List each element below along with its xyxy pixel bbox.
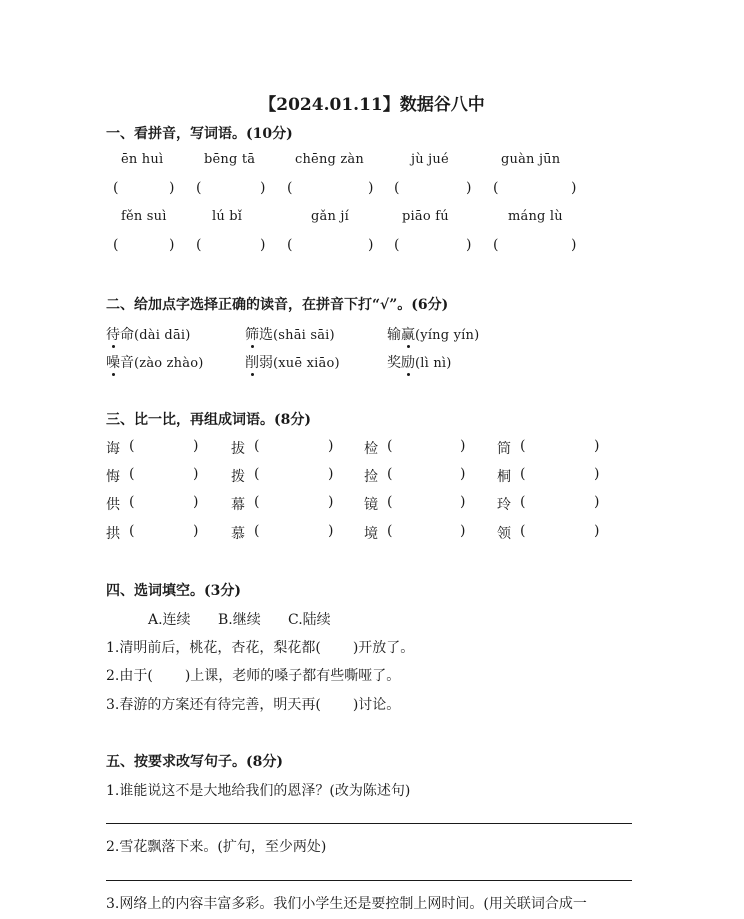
compare-char: 慕 (231, 526, 245, 542)
question-text: 1.清明前后，桃花，杏花，梨花都( (106, 640, 321, 656)
blank-open[interactable]: ( (520, 523, 526, 539)
fill-question-3 (106, 694, 400, 714)
blank-open[interactable]: ( (196, 180, 202, 196)
blank-open[interactable]: ( (129, 466, 135, 482)
compare-char: 境 (364, 526, 378, 542)
dotted-char: 待 (106, 324, 120, 344)
question-text: 3.春游的方案还有待完善，明天再( (106, 697, 321, 713)
compare-char: 领 (497, 526, 511, 542)
blank-close: ) (594, 494, 600, 510)
dotted-char: 励 (401, 352, 415, 372)
question-text: )讨论。 (352, 697, 401, 713)
blank-open[interactable]: ( (254, 438, 260, 454)
answer-line[interactable] (106, 823, 632, 824)
blank-close: ) (460, 494, 466, 510)
blank-close: ) (328, 438, 334, 454)
word-pre: 奖 (387, 355, 401, 371)
blank-close: ) (460, 438, 466, 454)
blank-close: ) (368, 237, 374, 253)
reading-options[interactable]: (shāi sāi) (273, 328, 335, 343)
blank-open[interactable]: ( (387, 523, 393, 539)
blank-close: ) (594, 466, 600, 482)
blank-open[interactable]: ( (520, 466, 526, 482)
reading-options[interactable]: (lì nì) (415, 356, 452, 371)
reading-item-4 (106, 352, 204, 372)
pinyin-5: guàn jūn (501, 152, 561, 167)
blank-close: ) (594, 438, 600, 454)
reading-item-6 (387, 352, 452, 372)
reading-item-3 (387, 324, 479, 344)
reading-item-5 (245, 352, 340, 372)
blank-close: ) (594, 523, 600, 539)
section3-heading: 三、比一比，再组成词语。(8分) (106, 412, 311, 428)
blank-open[interactable]: ( (520, 494, 526, 510)
pinyin-6: fěn suì (121, 209, 167, 224)
word-rest: 选 (259, 327, 273, 343)
blank-open[interactable]: ( (129, 494, 135, 510)
blank-close: ) (169, 237, 175, 253)
blank-open[interactable]: ( (113, 237, 119, 253)
blank-open[interactable]: ( (387, 438, 393, 454)
fill-question-2 (106, 665, 400, 685)
word-pre: 输 (387, 327, 401, 343)
blank-close: ) (193, 523, 199, 539)
blank-close: ) (193, 438, 199, 454)
blank-open[interactable]: ( (129, 523, 135, 539)
page-title: 【2024.01.11】数据谷八中 (259, 95, 485, 115)
blank-close: ) (169, 180, 175, 196)
blank-close: ) (368, 180, 374, 196)
blank-open[interactable]: ( (113, 180, 119, 196)
pinyin-3: chēng zàn (295, 152, 364, 167)
blank-close: ) (466, 180, 472, 196)
section5-heading: 五、按要求改写句子。(8分) (106, 754, 283, 770)
compare-char: 拱 (106, 526, 120, 542)
question-text: )开放了。 (352, 640, 415, 656)
reading-options[interactable]: (dài dāi) (134, 328, 191, 343)
blank-close: ) (260, 237, 266, 253)
compare-char: 桐 (497, 469, 511, 485)
blank-open[interactable]: ( (493, 180, 499, 196)
blank-close: ) (328, 466, 334, 482)
blank-close: ) (571, 237, 577, 253)
reading-options[interactable]: (yíng yín) (415, 328, 480, 343)
option-a: A.连续 (148, 612, 191, 628)
blank-open[interactable]: ( (394, 180, 400, 196)
blank-open[interactable]: ( (129, 438, 135, 454)
compare-char: 检 (364, 441, 378, 457)
pinyin-9: piāo fú (402, 209, 449, 224)
section1-heading: 一、看拼音，写词语。(10分) (106, 126, 293, 142)
blank-open[interactable]: ( (387, 494, 393, 510)
compare-char: 幕 (231, 497, 245, 513)
compare-char: 筒 (497, 441, 511, 457)
blank-open[interactable]: ( (493, 237, 499, 253)
compare-char: 拔 (231, 441, 245, 457)
blank-close: ) (328, 494, 334, 510)
blank-open[interactable]: ( (394, 237, 400, 253)
blank-close: ) (193, 494, 199, 510)
blank-close: ) (328, 523, 334, 539)
fill-question-1 (106, 637, 414, 657)
option-b: B.继续 (218, 612, 261, 628)
section2-heading: 二、给加点字选择正确的读音，在拼音下打“√”。(6分) (106, 297, 449, 313)
pinyin-1: ēn huì (121, 152, 164, 167)
blank-open[interactable]: ( (254, 523, 260, 539)
word-rest: 命 (120, 327, 134, 343)
question-text: 2.由于( (106, 668, 153, 684)
dotted-char: 削 (245, 352, 259, 372)
compare-char: 镜 (364, 497, 378, 513)
blank-close: ) (193, 466, 199, 482)
blank-open[interactable]: ( (520, 438, 526, 454)
blank-open[interactable]: ( (254, 494, 260, 510)
pinyin-8: gǎn jí (311, 209, 349, 224)
compare-char: 玲 (497, 497, 511, 513)
answer-line[interactable] (106, 880, 632, 881)
dotted-char: 噪 (106, 352, 120, 372)
reading-options[interactable]: (zào zhào) (134, 356, 204, 371)
dotted-char: 赢 (401, 324, 415, 344)
word-rest: 弱 (259, 355, 273, 371)
blank-close: ) (260, 180, 266, 196)
question-text: )上课，老师的嗓子都有些嘶哑了。 (184, 668, 401, 684)
rewrite-question-3: 3.网络上的内容丰富多彩。我们小学生还是要控制上网时间。(用关联词合成一 (106, 896, 587, 912)
blank-close: ) (460, 523, 466, 539)
pinyin-4: jù jué (411, 152, 449, 167)
pinyin-7: lú bǐ (212, 209, 243, 224)
compare-char: 捡 (364, 469, 378, 485)
blank-open[interactable]: ( (287, 180, 293, 196)
compare-char: 供 (106, 497, 120, 513)
compare-char: 拨 (231, 469, 245, 485)
blank-close: ) (571, 180, 577, 196)
blank-open[interactable]: ( (287, 237, 293, 253)
blank-open[interactable]: ( (387, 466, 393, 482)
blank-open[interactable]: ( (254, 466, 260, 482)
reading-options[interactable]: (xuē xiāo) (273, 356, 340, 371)
section4-heading: 四、选词填空。(3分) (106, 583, 241, 599)
pinyin-2: bēng tā (204, 152, 256, 167)
rewrite-question-2: 2.雪花飘落下来。(扩句，至少两处) (106, 839, 327, 855)
word-rest: 音 (120, 355, 134, 371)
dotted-char: 筛 (245, 324, 259, 344)
blank-close: ) (460, 466, 466, 482)
compare-char: 悔 (106, 469, 120, 485)
rewrite-question-1: 1.谁能说这不是大地给我们的恩泽？(改为陈述句) (106, 783, 411, 799)
reading-item-1 (106, 324, 191, 344)
blank-close: ) (466, 237, 472, 253)
blank-open[interactable]: ( (196, 237, 202, 253)
reading-item-2 (245, 324, 335, 344)
option-c: C.陆续 (288, 612, 331, 628)
compare-char: 诲 (106, 441, 120, 457)
pinyin-10: máng lù (508, 209, 563, 224)
